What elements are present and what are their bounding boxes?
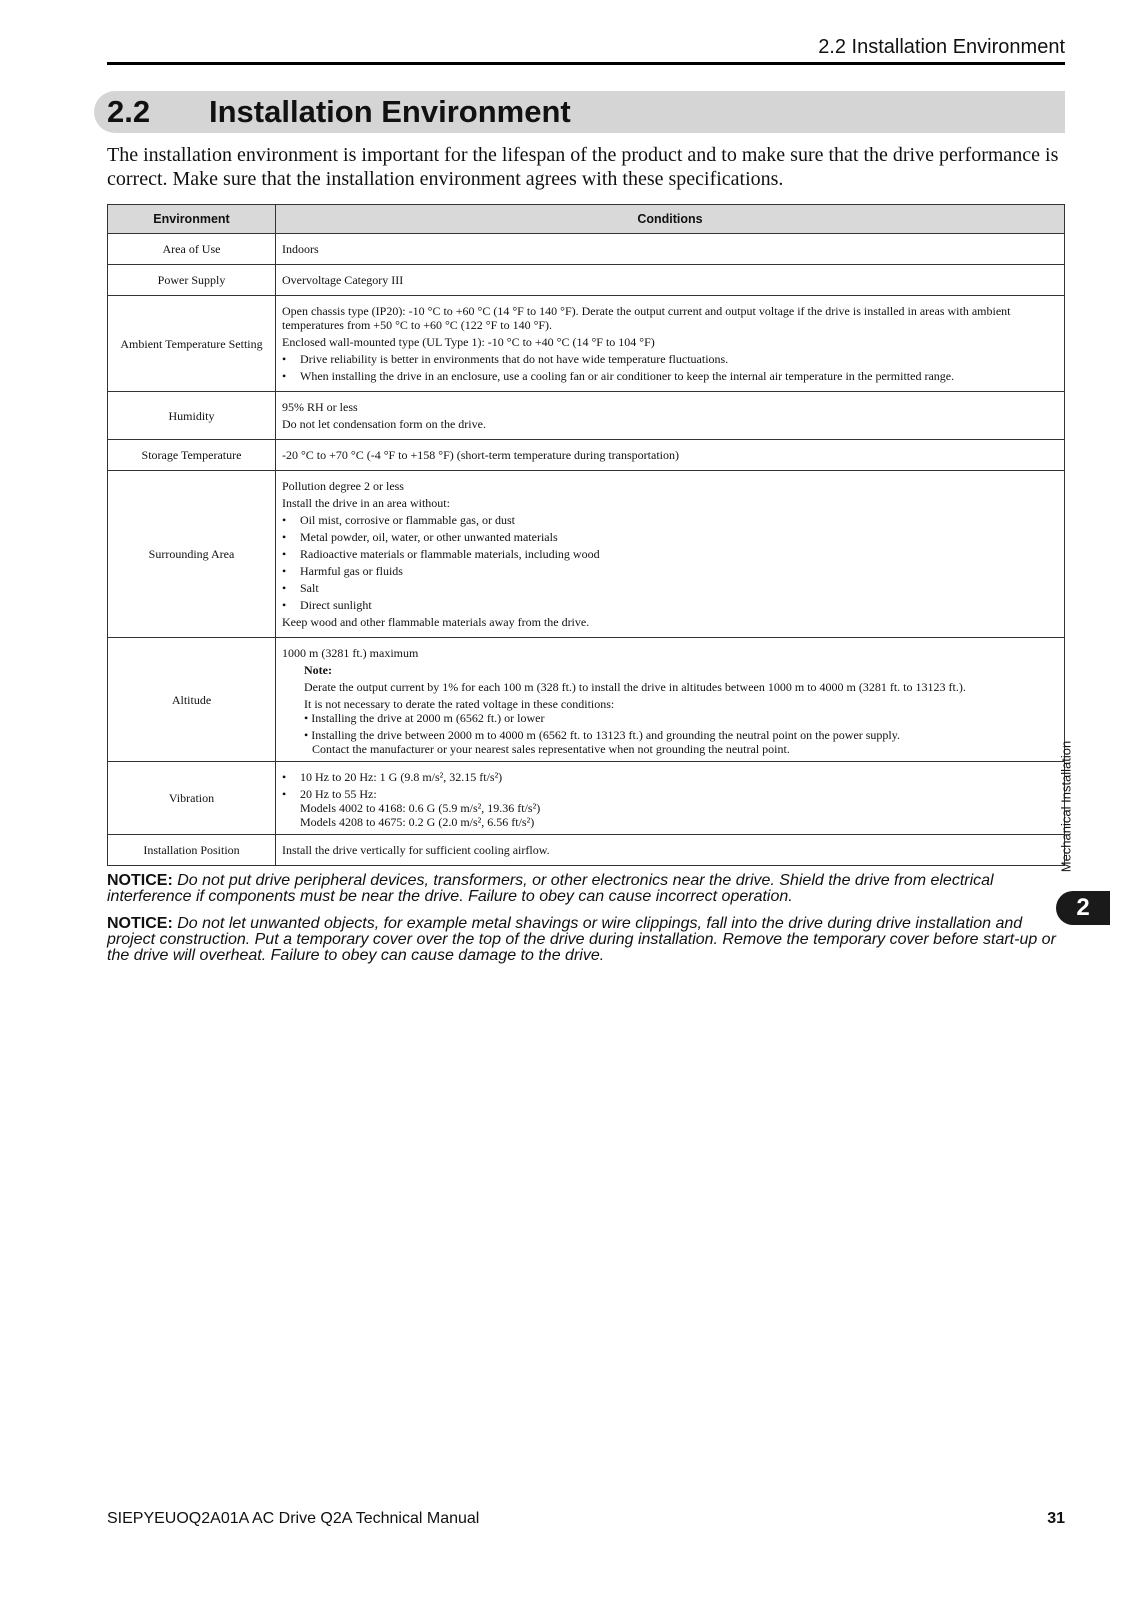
bullet-icon: • xyxy=(282,770,287,784)
table-row-installation-position xyxy=(108,835,1065,866)
env-name: Surrounding Area xyxy=(108,471,276,638)
conditions-cell xyxy=(276,234,1065,265)
table-row-altitude xyxy=(108,638,1065,762)
bullet-item xyxy=(282,352,1058,366)
note-sub-text: • Installing the drive between 2000 m to 4000 m (6562 ft. to 13123 ft.) and grounding the neutral point on the power supply. xyxy=(304,728,900,742)
conditions-cell xyxy=(276,638,1065,762)
table-row-vibration xyxy=(108,762,1065,835)
notice-unwanted-objects xyxy=(107,916,1067,964)
condition-text: Install the drive vertically for sufficient cooling airflow. xyxy=(282,843,550,857)
env-name: Area of Use xyxy=(108,234,276,265)
bullet-item xyxy=(282,770,1058,784)
table-row-ambient-temperature xyxy=(108,296,1065,392)
page-number: 31 xyxy=(1047,1510,1065,1527)
condition-text: Enclosed wall-mounted type (UL Type 1): -10 °C to +40 °C (14 °F to 104 °F) xyxy=(282,335,655,349)
bullet-text: When installing the drive in an enclosure, use a cooling fan or air conditioner to keep the internal air temperature in the permitted range. xyxy=(300,369,955,383)
table-header-row xyxy=(108,205,1065,234)
bullet-item xyxy=(282,530,1058,544)
bullet-text: Salt xyxy=(300,581,319,595)
env-name: Installation Position xyxy=(108,835,276,866)
env-name: Storage Temperature xyxy=(108,440,276,471)
intro-paragraph: The installation environment is important for the lifespan of the product and to make sure that the drive performance is correct. Make sure that the installation environment agrees with these specifications. xyxy=(107,144,1059,190)
env-name: Humidity xyxy=(108,392,276,440)
condition-text: Open chassis type (IP20): -10 °C to +60 °C (14 °F to 140 °F). Derate the output current and output voltage if the drive is installed in areas with ambient temperatures from +50 °C to +60 °C (122 °F to 140 °F). xyxy=(282,304,1011,332)
running-header: 2.2 Installation Environment xyxy=(818,36,1065,58)
condition-text: Indoors xyxy=(282,242,319,256)
notice-label: NOTICE: xyxy=(107,872,173,889)
bullet-text: Radioactive materials or flammable materials, including wood xyxy=(300,547,600,561)
table-row-area-of-use xyxy=(108,234,1065,265)
note-text: It is not necessary to derate the rated voltage in these conditions: xyxy=(304,697,615,711)
bullet-item xyxy=(282,564,1058,578)
table-row-power-supply xyxy=(108,265,1065,296)
bullet-icon: • xyxy=(282,564,287,578)
section-number: 2.2 xyxy=(107,94,151,129)
bullet-text: Harmful gas or fluids xyxy=(300,564,403,578)
condition-text: Keep wood and other flammable materials away from the drive. xyxy=(282,615,590,629)
bullet-icon: • xyxy=(282,369,287,383)
bullet-item xyxy=(282,369,1058,383)
env-name: Altitude xyxy=(108,638,276,762)
conditions-cell xyxy=(276,296,1065,392)
env-name: Ambient Temperature Setting xyxy=(108,296,276,392)
condition-text: Overvoltage Category III xyxy=(282,273,404,287)
conditions-cell xyxy=(276,265,1065,296)
note-label: Note: xyxy=(304,663,332,677)
condition-text: 95% RH or less xyxy=(282,400,358,414)
env-name: Power Supply xyxy=(108,265,276,296)
bullet-text: Metal powder, oil, water, or other unwanted materials xyxy=(300,530,558,544)
conditions-cell xyxy=(276,440,1065,471)
bullet-text: Direct sunlight xyxy=(300,598,372,612)
bullet-icon: • xyxy=(282,352,287,366)
bullet-icon: • xyxy=(282,547,287,561)
bullet-icon: • xyxy=(282,598,287,612)
conditions-cell xyxy=(276,471,1065,638)
conditions-cell xyxy=(276,392,1065,440)
bullet-item xyxy=(282,581,1058,595)
bullet-icon: • xyxy=(282,513,287,527)
notice-text: Do not put drive peripheral devices, transformers, or other electronics near the drive. Shield the drive from electrical interference if components must be near the drive. Failure to obey can cause incorrect operation. xyxy=(107,872,994,905)
condition-text: -20 °C to +70 °C (-4 °F to +158 °F) (short-term temperature during transportation) xyxy=(282,448,679,462)
header-rule xyxy=(107,62,1065,65)
section-title: Installation Environment xyxy=(209,94,571,129)
note-sub-text: Contact the manufacturer or your nearest sales representative when not grounding the neutral point. xyxy=(312,742,790,756)
notice-text: Do not let unwanted objects, for example metal shavings or wire clippings, fall into the drive during drive installation and project construction. Put a temporary cover over the top of the drive during installation. Remove the temporary cover before start-up or the drive will overheat. Failure to obey can cause damage to the drive. xyxy=(107,915,1056,964)
column-header-conditions: Conditions xyxy=(276,205,1065,234)
bullet-text: Drive reliability is better in environments that do not have wide temperature fluctuations. xyxy=(300,352,729,366)
installation-environment-table xyxy=(107,204,1065,866)
notice-label: NOTICE: xyxy=(107,915,173,932)
note-sub-text: • Installing the drive at 2000 m (6562 ft.) or lower xyxy=(304,711,545,725)
bullet-text: Oil mist, corrosive or flammable gas, or dust xyxy=(300,513,515,527)
condition-text: Do not let condensation form on the drive. xyxy=(282,417,486,431)
bullet-item xyxy=(282,598,1058,612)
column-header-environment: Environment xyxy=(108,205,276,234)
condition-text: 1000 m (3281 ft.) maximum xyxy=(282,646,419,660)
model-spec: Models 4208 to 4675: 0.2 G (2.0 m/s², 6.56 ft/s²) xyxy=(300,815,535,829)
conditions-cell xyxy=(276,762,1065,835)
condition-text: Install the drive in an area without: xyxy=(282,496,450,510)
model-spec: Models 4002 to 4168: 0.6 G (5.9 m/s², 19.36 ft/s²) xyxy=(300,801,541,815)
chapter-tab: 2 xyxy=(1056,891,1110,925)
table-row-surrounding-area xyxy=(108,471,1065,638)
table-row-humidity xyxy=(108,392,1065,440)
bullet-icon: • xyxy=(282,581,287,595)
bullet-item xyxy=(282,547,1058,561)
footer-manual-title: SIEPYEUOQ2A01A AC Drive Q2A Technical Manual xyxy=(107,1510,480,1527)
bullet-item xyxy=(282,513,1058,527)
bullet-icon: • xyxy=(282,787,287,801)
side-tab-label: Mechanical Installation xyxy=(1058,740,1074,873)
note-text: Derate the output current by 1% for each 100 m (328 ft.) to install the drive in altitudes between 1000 m to 4000 m (3281 ft. to 13123 ft.). xyxy=(304,680,966,694)
condition-text: Pollution degree 2 or less xyxy=(282,479,404,493)
notice-peripheral-devices xyxy=(107,873,1067,905)
table-row-storage-temperature xyxy=(108,440,1065,471)
bullet-icon: • xyxy=(282,530,287,544)
bullet-text: 20 Hz to 55 Hz: xyxy=(300,787,377,801)
env-name: Vibration xyxy=(108,762,276,835)
conditions-cell xyxy=(276,835,1065,866)
note-block xyxy=(282,663,1058,756)
bullet-text: 10 Hz to 20 Hz: 1 G (9.8 m/s², 32.15 ft/s²) xyxy=(300,770,503,784)
bullet-item xyxy=(282,787,1058,801)
